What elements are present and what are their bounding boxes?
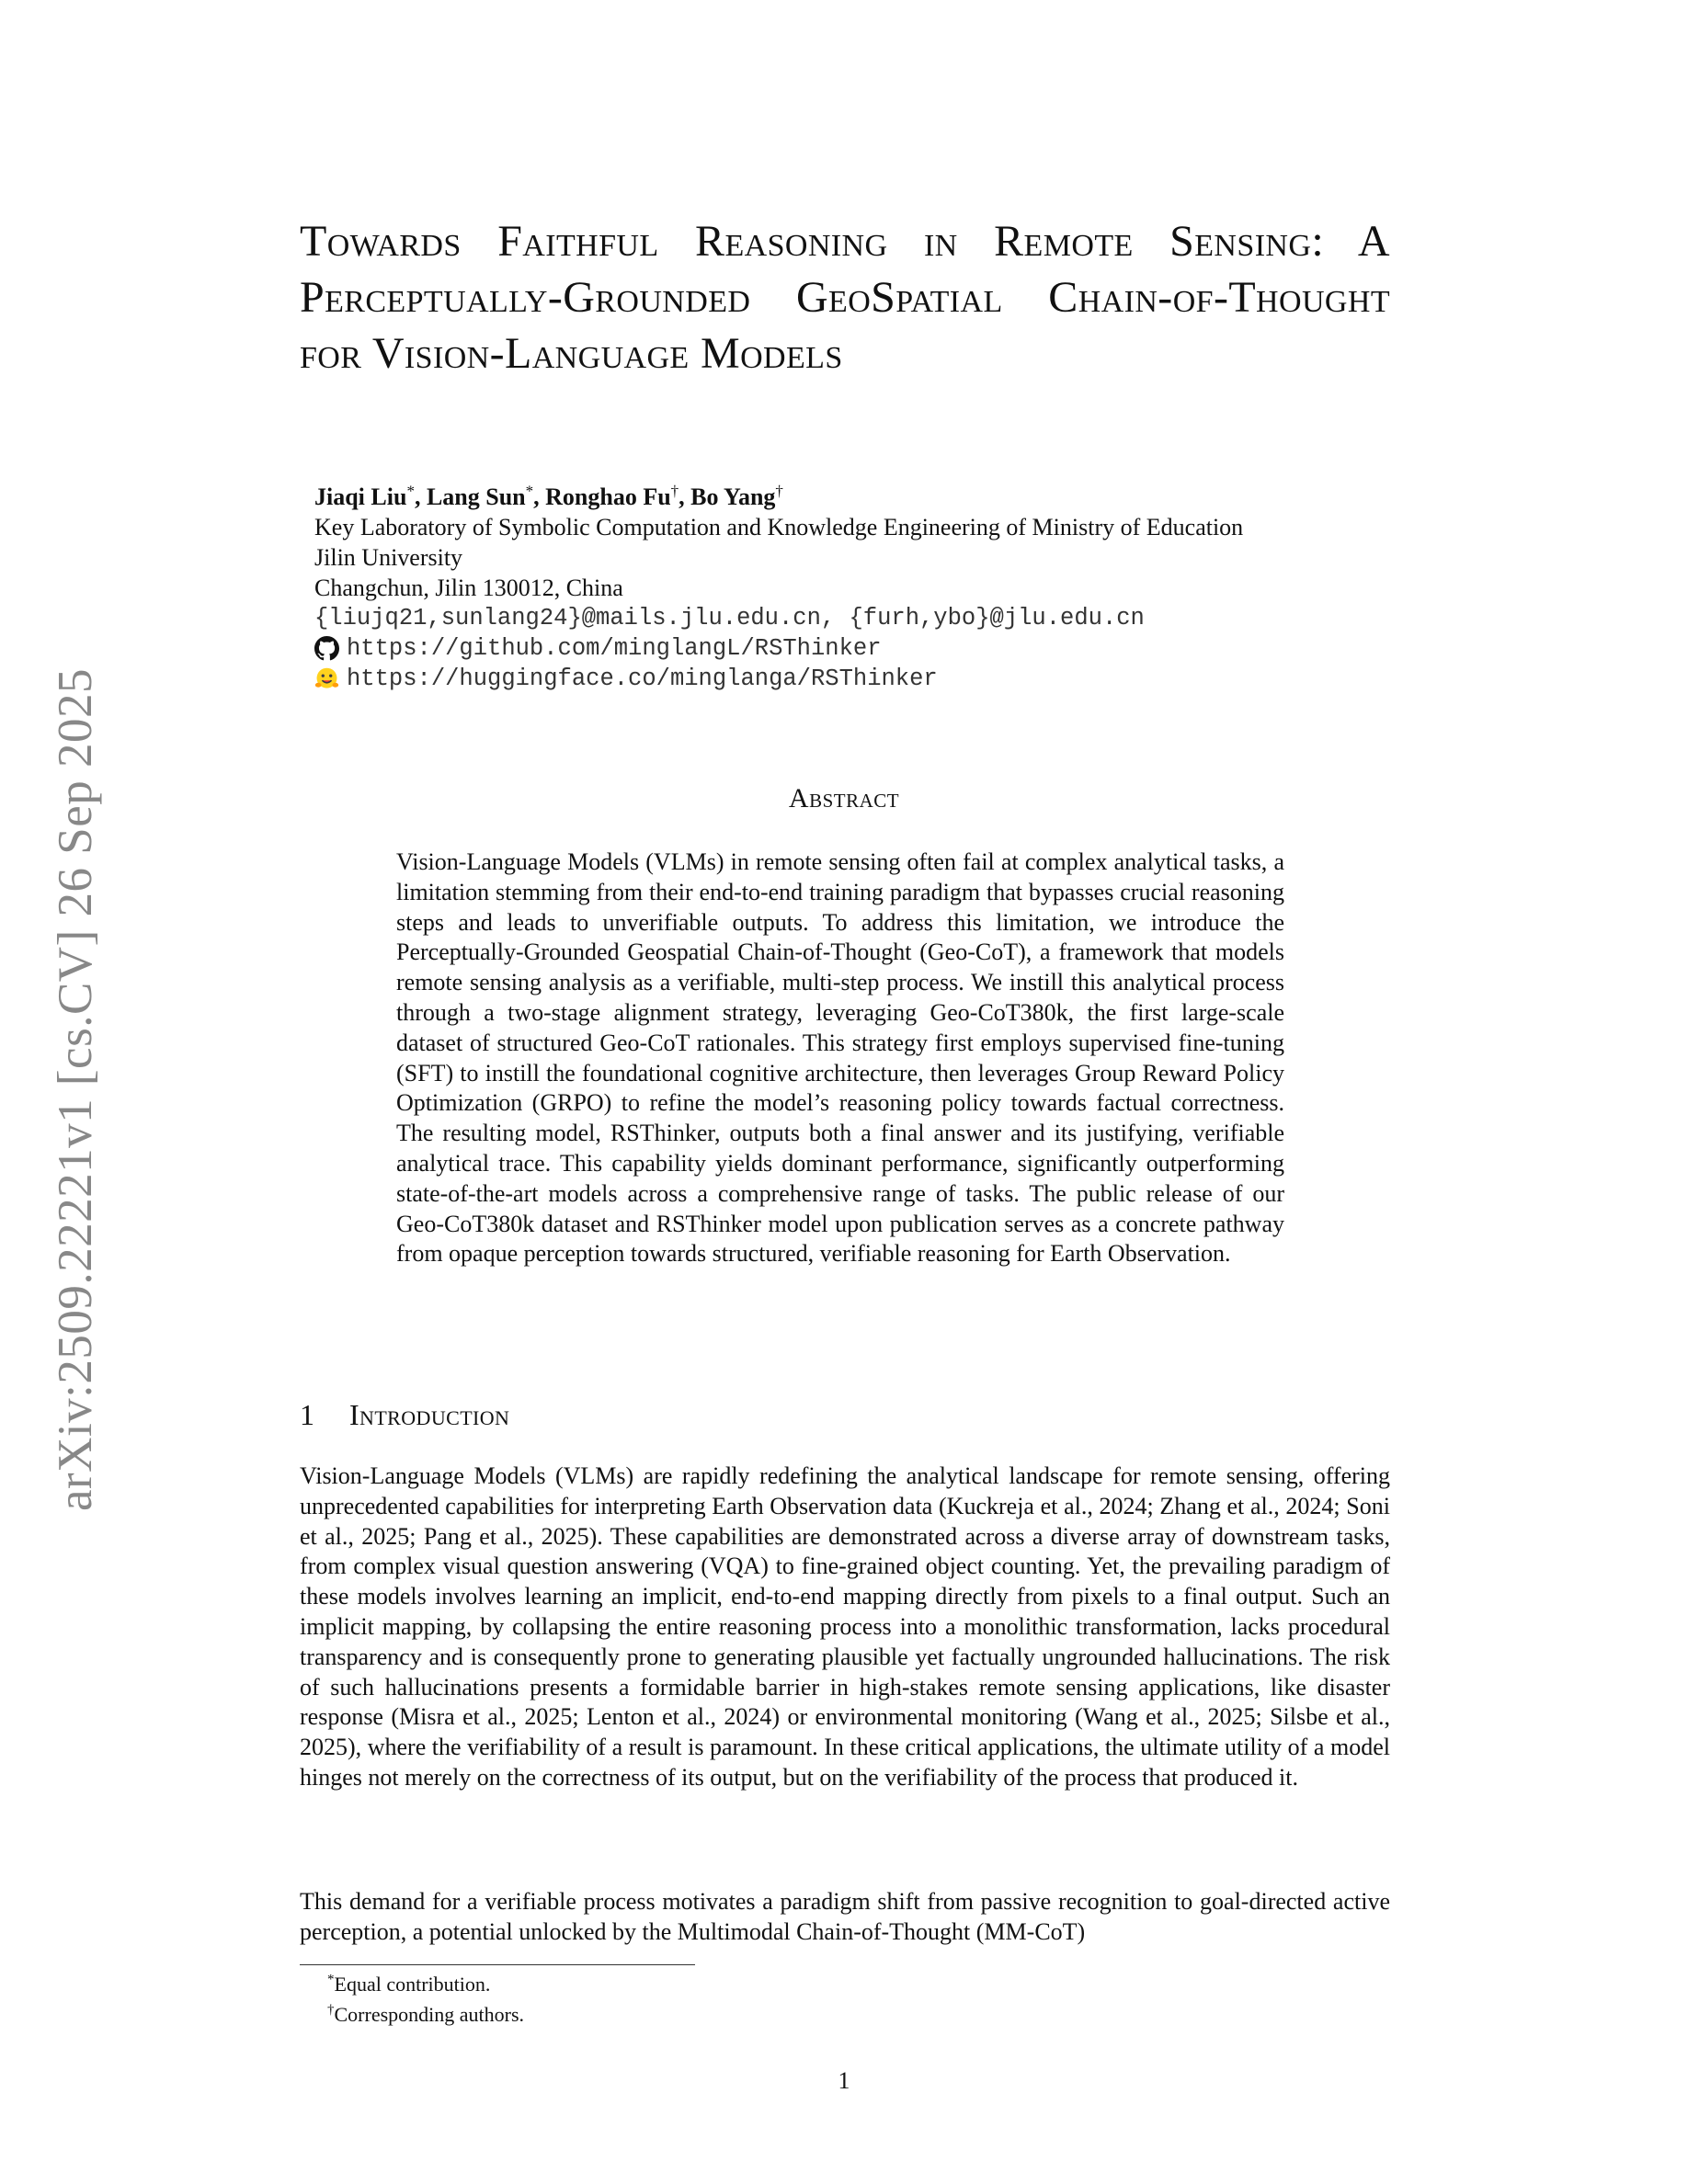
author-name: Lang Sun: [426, 483, 526, 510]
section-title: Introduction: [349, 1398, 510, 1431]
affiliation-university: Jilin University: [314, 544, 463, 571]
page-number: 1: [838, 2067, 850, 2094]
huggingface-link[interactable]: https://huggingface.co/minglanga/RSThinker: [347, 665, 938, 692]
footnote-text: Equal contribution.: [334, 1973, 491, 1996]
footnote-rule: [300, 1964, 695, 1965]
footnote-equal-contribution: [327, 1969, 524, 1999]
footnote-text: Corresponding authors.: [334, 2003, 525, 2026]
author-mark: †: [775, 482, 783, 500]
author-mark: †: [670, 482, 679, 500]
huggingface-icon: [314, 666, 339, 691]
intro-paragraph: Vision-Language Models (VLMs) are rapidly redefining the analytical landscape for remote sensing, offering unprecedented capabilities for interpreting Earth Observation data (Kuckreja et al., 2024; Zhang et al., 2024; Soni et al., 2025; Pang et al., 2025). These capabilities are demonstrated across a diverse array of downstream tasks, from complex visual question answering (VQA) to fine-grained object counting. Yet, the prevailing paradigm of these models involves learning an implicit, end-to-end mapping directly from pixels to a final output. Such an implicit mapping, by collapsing the entire reasoning process into a monolithic transformation, lacks procedural transparency and is consequently prone to generating plausible yet factually ungrounded hallucinations. The risk of such hallucinations presents a formidable barrier in high-stakes remote sensing applications, like disaster response (Misra et al., 2025; Lenton et al., 2024) or environmental monitoring (Wang et al., 2025; Silsbe et al., 2025), where the verifiability of a result is paramount. In these critical applications, the ultimate utility of a model hinges not merely on the correctness of its output, but on the verifiability of the process that produced it.: [300, 1462, 1390, 1791]
abstract-heading: Abstract: [788, 783, 900, 813]
footnote-corresponding: [327, 1999, 524, 2030]
github-icon: [314, 636, 339, 661]
github-link-row[interactable]: [314, 633, 1399, 664]
abstract-text: Vision-Language Models (VLMs) in remote sensing often fail at complex analytical tasks, a limitation stemming from their end-to-end training paradigm that bypasses crucial reasoning steps and leads to unverifiable outputs. To address this limitation, we introduce the Perceptually-Grounded Geospatial Chain-of-Thought (Geo-CoT), a framework that models remote sensing analysis as a verifiable, multi-step process. We instill this analytical process through a two-stage alignment strategy, leveraging Geo-CoT380k, the first large-scale dataset of structured Geo-CoT rationales. This strategy first employs supervised fine-tuning (SFT) to instill the foundational cognitive architecture, then leverages Group Reward Policy Optimization (GRPO) to refine the model’s reasoning policy towards factual correctness. The resulting model, RSThinker, outputs both a final answer and its justifying, verifiable analytical trace. This capability yields dominant performance, significantly outperforming state-of-the-art models across a comprehensive range of tasks. The public release of our Geo-CoT380k dataset and RSThinker model upon publication serves as a concrete pathway from opaque perception towards structured, verifiable reasoning for Earth Observation.: [396, 848, 1284, 1268]
huggingface-link-row[interactable]: [314, 664, 1399, 694]
affiliation-lab: Key Laboratory of Symbolic Computation and Knowledge Engineering of Ministry of Education: [314, 514, 1244, 540]
author-name: Jiaqi Liu: [314, 483, 407, 510]
author-mark: *: [525, 482, 534, 500]
section-heading-introduction: [300, 1398, 509, 1432]
paper-title: Towards Faithful Reasoning in Remote Sensing: A Perceptually-Grounded GeoSpatial Chain-of-Thought for Vision-Language Models: [300, 217, 1390, 378]
author-emails[interactable]: {liujq21,sunlang24}@mails.jlu.edu.cn, {furh,ybo}@jlu.edu.cn: [314, 605, 1145, 631]
author-list: Jiaqi Liu*, Lang Sun*, Ronghao Fu†, Bo Yang†: [314, 482, 783, 510]
author-mark: *: [406, 482, 415, 500]
affiliation-address: Changchun, Jilin 130012, China: [314, 574, 623, 601]
intro-paragraph: This demand for a verifiable process motivates a paradigm shift from passive recognition to goal-directed active perception, a potential unlocked by the Multimodal Chain-of-Thought (MM-CoT): [300, 1888, 1390, 1945]
footnotes: [327, 1969, 524, 2030]
author-block: [314, 482, 1399, 694]
arxiv-stamp[interactable]: arXiv:2509.22221v1 [cs.CV] 26 Sep 2025: [49, 668, 102, 1512]
author-name: Bo Yang: [690, 483, 776, 510]
footnote-mark: †: [327, 2002, 335, 2018]
footnote-mark: *: [327, 1972, 335, 1987]
section-number: 1: [300, 1398, 315, 1431]
github-link[interactable]: https://github.com/minglangL/RSThinker: [347, 635, 882, 662]
author-name: Ronghao Fu: [545, 483, 671, 510]
